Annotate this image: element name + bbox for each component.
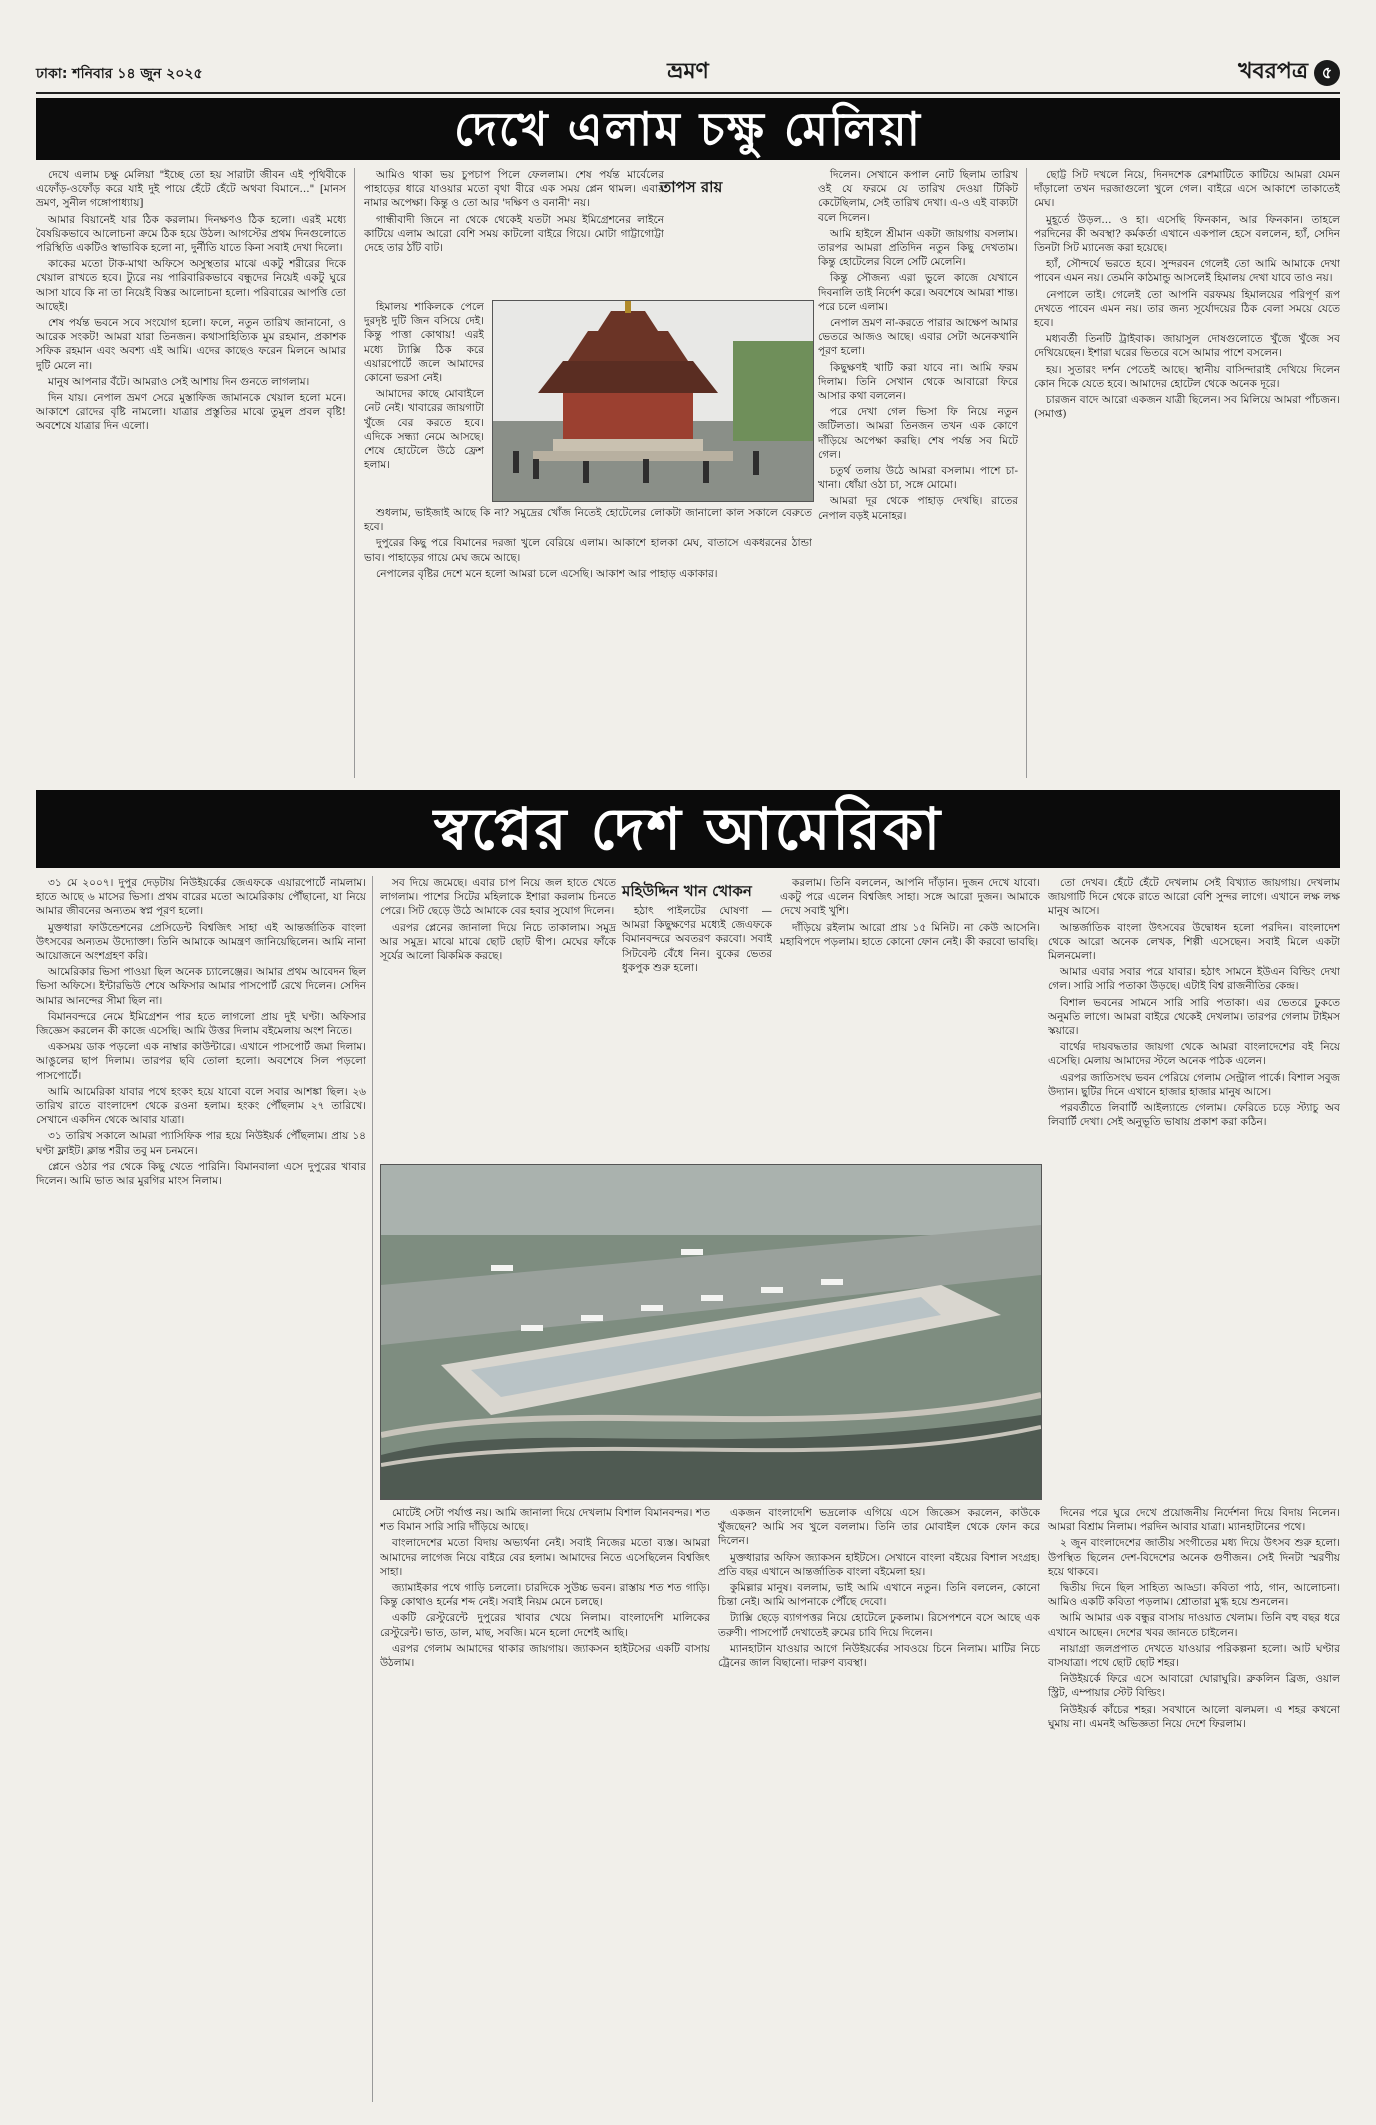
article1-column-3: [818, 168, 1018, 778]
paragraph: চারজন বাদে আরো একজন যাত্রী ছিলেন। সব মিলিয়ে আমরা পাঁচজন। (সমাপ্ত): [1034, 394, 1340, 421]
paragraph: সব দিয়ে জমেছে। এবার চাপ নিয়ে জল হাতে খেতে লাগলাম। পাশের সিটের মহিলাকে ইশারা করলাম চিনতে পেরে। সিট ছেড়ে উঠে আমাকে বের হবার সুযোগ দিলেন।: [380, 877, 616, 918]
paragraph: ছোট্ট সিট দখলে নিয়ে, দিনদশেক রেশমাটিতে কাটিয়ে আমরা যেমন দাঁড়ালো তখন দরজাগুলো খুলে গেল। বাইরে এসে আকাশে তাকাতেই মেঘ।: [1034, 169, 1340, 210]
paragraph: আমেরিকার ভিসা পাওয়া ছিল অনেক চ্যালেঞ্জের। আমার প্রথম আবেদন ছিল ভিসা অফিসে। ইন্টারভিউ শেষে অফিসার আমার পাসপোর্ট রেখে দিলেন। সেদিন আমার আনন্দের সীমা ছিল না।: [36, 966, 366, 1007]
airport-photo: [380, 1164, 1042, 1500]
paragraph: দাঁড়িয়ে রইলাম আরো প্রায় ১৫ মিনিট। না কেউ আসেনি। মহাবিপদে পড়লাম। হাতে কোনো ফোন নেই। কী করবো ভাবছি।: [780, 921, 1040, 948]
paragraph: কাকের মতো টাক-মাথা অফিসে অসুস্থতার মাঝে একটু শরীরের দিকে খেয়াল রাখতে হবে। ট্যুরে নয় পারিবারিকভাবে বন্ধুদের নিয়েই একটু ঘুরে আসা যাবে কি না তা নিয়েই বিস্তর আলোচনা হলো। পরিবারের আপত্তি তো আছেই।: [36, 258, 346, 313]
airport-illustration: [381, 1165, 1041, 1499]
paragraph: নেপাল ভ্রমণ না-করতে পারার আক্ষেপ আমার ভেতরে আজও আছে। এবার সেটা অনেকখানি পূরণ হলো।: [818, 317, 1018, 358]
header-rule: [36, 92, 1340, 94]
paragraph: কুমিল্লার মানুষ। বললাম, ভাই আমি এখানে নতুন। তিনি বললেন, কোনো চিন্তা নেই। আমি আপনাকে পৌঁছে দেবো।: [718, 1582, 1040, 1609]
article1-title: দেখে এলাম চক্ষু মেলিয়া: [36, 98, 1340, 160]
article2-column-1: [36, 876, 366, 2102]
paragraph: দিন যায়। নেপাল ভ্রমণ সেরে মুস্তাফিজ জামানকে খেয়াল হলো মনে। আকাশে রোদের বৃষ্টি নামলো। যাত্রার প্রস্তুতির মাঝে তুমুল প্রবল বৃষ্টি! অবশেষে যাত্রার দিন এলো।: [36, 392, 346, 433]
paragraph: এরপর গেলাম আমাদের থাকার জায়গায়। জ্যাকসন হাইটসের একটি বাসায় উঠলাম।: [380, 1642, 710, 1670]
paragraph: বার্থের দায়বদ্ধতার জায়গা থেকে আমরা বাংলাদেশের বই নিয়ে এসেছি। মেলায় আমাদের স্টলে অনেক পাঠক এলেন।: [1048, 1041, 1340, 1068]
paragraph: মুক্তধারা ফাউন্ডেশনের প্রেসিডেন্ট বিশ্বজিৎ সাহা এই আন্তর্জাতিক বাংলা উৎসবের অন্যতম উদ্যোক্তা। তিনি আমাকে আমন্ত্রণ জানিয়েছিলেন। আমি নানা আয়োজনে অংশগ্রহণ করি।: [36, 921, 366, 963]
article1-column-2b: [364, 300, 484, 500]
paragraph: আমি হাইলে শ্রীমান একটা জায়গায় বসলাম। তারপর আমরা প্রতিদিন নতুন কিছু দেখতাম। কিন্তু হোটেলের বিলে সেটি মেলেনি।: [818, 227, 1018, 269]
paragraph: ম্যানহাটান যাওয়ার আগে নিউইয়র্কের সাবওয়ে চিনে নিলাম। মাটির নিচে ট্রেনের জাল বিছানো। দারুণ ব্যবস্থা।: [718, 1642, 1040, 1670]
article1-column-2c: [364, 506, 812, 778]
paragraph: দেখে এলাম চক্ষু মেলিয়া "ইচ্ছে তো হয় সারাটা জীবন এই পৃথিবীকে এফোঁড়-ওফোঁড় করে যাই দুই পায়ে হেঁটে হেঁটে অথবা বিমানে..." [মানস ভ্রমণ, সুনীল গঙ্গোপাধ্যায়]: [36, 169, 346, 210]
paragraph: হ্যাঁ, সৌন্দর্যে ভরতে হবে। সুন্দরবন গেলেই তো আমি আমাকে দেখা পাবেন এমন নয়। তেমনি কাঠমান্ডু আসলেই হিমালয় দেখা যাবে তাও নয়।: [1034, 258, 1340, 285]
column-divider: [1026, 168, 1027, 778]
paragraph: আমরা দূর থেকে পাহাড় দেখছি। রাতের নেপাল বড়ই মনোহর।: [818, 495, 1018, 522]
paragraph: একজন বাংলাদেশি ভদ্রলোক এগিয়ে এসে জিজ্ঞেস করলেন, কাউকে খুঁজছেন? আমি সব খুলে বললাম। তিনি তার মোবাইল থেকে ফোন করে দিলেন।: [718, 1507, 1040, 1548]
paragraph: আমিও থাকা ভয় চুপচাপ পিলে ফেললাম। শেষ পর্যন্ত মার্বেলের পাহাড়ের ধারে যাওয়ার মতো বৃথা বীরে এক সময় প্লেন থামল। এবার নামার অপেক্ষা। কিন্তু ও তো আর 'দক্ষিণ ও বনানী' নয়।: [364, 169, 664, 210]
paragraph: করলাম। তিনি বললেন, আপনি দাঁড়ান। দুজন দেখে যাবো। একটু পরে এলেন বিশ্বজিৎ সাহা। সঙ্গে আরো দুজন। আমাকে দেখে সবাই খুশি।: [780, 877, 1040, 918]
article2-column-4: [1048, 876, 1340, 1496]
paragraph: দিলেন। সেখানে কপাল নোট ছিলাম তারিখ ওই যে ফরমে যে তারিখ দেওয়া টিকিট কেটেছিলাম, সেই তারিখ দেখা। এ-ও এই বাক্যটা বলে দিলেন।: [818, 169, 1018, 224]
paragraph: দিনের পরে ঘুরে দেখে প্রয়োজনীয় নির্দেশনা দিয়ে বিদায় নিলেন। আমরা বিশ্রাম নিলাম। পরদিন আবার যাত্রা। ম্যানহাটানের পথে।: [1048, 1507, 1340, 1534]
paragraph: ২ জুন বাংলাদেশের জাতীয় সংগীতের মধ্য দিয়ে উৎসব শুরু হলো। উপস্থিত ছিলেন দেশ-বিদেশের অনেক গুণীজন। সেই দিনটা স্মরণীয় হয়ে থাকবে।: [1048, 1537, 1340, 1578]
paragraph: দ্বিতীয় দিনে ছিল সাহিত্য আড্ডা। কবিতা পাঠ, গান, আলোচনা। আমিও একটি কবিতা পড়লাম। শ্রোতারা মুগ্ধ হয়ে শুনলেন।: [1048, 1582, 1340, 1609]
column-divider: [372, 876, 373, 2102]
article1-column-2a: [364, 168, 664, 296]
paragraph: কিন্তু সৌজন্য এরা ভুলে কাজে যেখানে দিবনালি তাই নির্দেশ করে। অবশেষে আমরা শান্ত। পরে চলে এলাম।: [818, 272, 1018, 313]
paragraph: মোটেই সেটা পর্যাপ্ত নয়। আমি জানালা দিয়ে দেখলাম বিশাল বিমানবন্দর। শত শত বিমান সারি সারি দাঁড়িয়ে আছে।: [380, 1507, 710, 1534]
article2-column-2a: [380, 876, 616, 1156]
paragraph: শেষ পর্যন্ত ভবনে সবে সংযোগ হলো। ফলে, নতুন তারিখ জানানো, ও আরেক সংকট! আমরা যারা তিনজন। কথাসাহিত্যিক মুম রহমান, প্রকাশক সফিক রহমান এবং অবশ্য এই আমি। এদের কাছেও ফরেন মিলনে আমার দুটি মেলে না।: [36, 317, 346, 372]
paragraph: বিমানবন্দরে নেমে ইমিগ্রেশন পার হতে লাগলো প্রায় দুই ঘণ্টা। অফিসার জিজ্ঞেস করলেন কী কাজে এসেছি। আমি উত্তর দিলাম বইমেলায় অংশ নিতে।: [36, 1010, 366, 1038]
temple-illustration: [493, 301, 813, 501]
paragraph: কিছুক্ষণই খাটি করা যাবে না। আমি ফরম দিলাম। তিনি সেখান থেকে আবারো ফিরে আসার কথা বললেন।: [818, 361, 1018, 403]
section-title: ভ্রমণ: [667, 58, 709, 84]
paragraph: প্লেনে ওঠার পর থেকে কিছু খেতে পারিনি। বিমানবালা এসে দুপুরের খাবার দিলেন। আমি ভাত আর মুরগির মাংস নিলাম।: [36, 1160, 366, 1188]
paragraph: আমার এবার সবার পরে যাবার। হঠাৎ সামনে ইউএন বিল্ডিং দেখা গেল। সারি সারি পতাকা উড়ছে। এটাই বিশ্ব রাজনীতির কেন্দ্র।: [1048, 966, 1340, 993]
article1-column-1: [36, 168, 346, 778]
article2-byline: মহিউদ্দিন খান খোকন: [622, 882, 752, 900]
paragraph: চতুর্থ তলায় উঠে আমরা বসলাম। পাশে চা-খানা। ধোঁয়া ওঠা চা, সঙ্গে মোমো।: [818, 465, 1018, 492]
article1-column-4: [1034, 168, 1340, 778]
paragraph: ৩১ তারিখ সকালে আমরা প্যাসিফিক পার হয়ে নিউইয়র্ক পৌঁছলাম। প্রায় ১৪ ঘণ্টা ফ্লাইট। ক্লান্ত শরীর তবু মন চনমনে।: [36, 1130, 366, 1157]
paragraph: নেপালে তাই। গেলেই তো আপনি বরফময় হিমালয়ের পরিপূর্ণ রূপ দেখতে পাবেন এমন নয়। তার জন্য সূর্যোদয়ের ঠিক বেলা সময়ে যেতে হবে।: [1034, 288, 1340, 330]
paragraph: মধ্যবর্তী তিনটি ট্রাইবাক। জায়াসুল দোষগুলোতে খুঁজে খুঁজে সব দেখিয়েছেন। ইশারা ঘরের ভিতরে বসে আমার পাশে বসলেন।: [1034, 333, 1340, 360]
paragraph: ট্যাক্সি ছেড়ে ব্যাগপত্তর নিয়ে হোটেলে ঢুকলাম। রিসেপশনে বসে আছে এক তরুণী। পাসপোর্ট দেখাতেই রুমের চাবি দিয়ে দিলেন।: [718, 1612, 1040, 1639]
paragraph: দুপুরের কিছু পরে বিমানের দরজা খুলে বেরিয়ে এলাম। আকাশে হালকা মেঘ, বাতাসে একধরনের ঠান্ডা ভাব। পাহাড়ের গায়ে মেঘ জমে আছে।: [364, 537, 812, 564]
dateline: ঢাকা: শনিবার ১৪ জুন ২০২৫: [36, 66, 203, 82]
paragraph: বাংলাদেশের মতো বিদায় অভ্যর্থনা নেই। সবাই নিজের মতো ব্যস্ত। আমরা আমাদের লাগেজ নিয়ে বাইরে বের হলাম। আমাদের নিতে এসেছিলেন বিশ্বজিৎ সাহা।: [380, 1537, 710, 1578]
paragraph: নায়াগ্রা জলপ্রপাত দেখতে যাওয়ার পরিকল্পনা হলো। আট ঘণ্টার বাসযাত্রা। পথে ছোট ছোট শহর।: [1048, 1642, 1340, 1670]
paragraph: গান্ধীবাদী জিনে না থেকে থেকেই যতটা সময় ইমিগ্রেশনের লাইনে কাটিয়ে এলাম আরো বেশি সময় কাটলো বাইরে গিয়ে। মোটা গাট্টাগোট্টা দেহে তার ঠাঁট বাট।: [364, 213, 664, 255]
paragraph: নিউইয়র্কে ফিরে এসে আবারো ঘোরাঘুরি। ব্রুকলিন ব্রিজ, ওয়াল স্ট্রিট, এম্পায়ার স্টেট বিল্ডিং।: [1048, 1673, 1340, 1700]
paragraph: মুহূর্তে উড়ল... ও হা। এসেছি ফিনকান, আর ফিনকান। তাহলে পরদিনের কী অবস্থা? কর্মকর্তা এখানে একপাল হেসে বললেন, হ্যাঁ, সেদিন তিনটা সিট ম্যানেজ করা হয়েছে।: [1034, 213, 1340, 255]
paragraph: ৩১ মে ২০০৭। দুপুর দেড়টায় নিউইয়র্কের জেএফকে এয়ারপোর্টে নামলাম। হাতে আছে ৬ মাসের ভিসা। প্রথম বারের মতো আমেরিকায় পৌঁছানো, যা নিয়ে আমার জীবনের অন্যতম স্বপ্ন পূরণ হলো।: [36, 877, 366, 918]
paragraph: একটি রেস্টুরেন্টে দুপুরের খাবার খেয়ে নিলাম। বাংলাদেশি মালিকের রেস্টুরেন্ট। ভাত, ডাল, মাছ, সবজি। মনে হলো দেশেই আছি।: [380, 1612, 710, 1639]
paragraph: আন্তর্জাতিক বাংলা উৎসবের উদ্বোধন হলো পরদিন। বাংলাদেশ থেকে আরো অনেক লেখক, শিল্পী এসেছেন। সবাই মিলে একটা মিলনমেলা।: [1048, 921, 1340, 963]
article2-column-3b: [718, 1506, 1040, 2102]
paragraph: এরপর জাতিসংঘ ভবন পেরিয়ে গেলাম সেন্ট্রাল পার্কে। বিশাল সবুজ উদ্যান। ছুটির দিনে এখানে হাজার হাজার মানুষ আসে।: [1048, 1071, 1340, 1098]
article1-byline: তাপস রায়: [660, 178, 723, 196]
paragraph: মুক্তধারার অফিস জ্যাকসন হাইটসে। সেখানে বাংলা বইয়ের বিশাল সংগ্রহ। প্রতি বছর এখানে আন্তর্জাতিক বাংলা বইমেলা হয়।: [718, 1551, 1040, 1578]
paragraph: একসময় ডাক পড়লো এক নাম্বার কাউন্টারে। এখানে পাসপোর্ট জমা দিলাম। আঙুলের ছাপ দিলাম। তারপর ছবি তোলা হলো। অবশেষে সিল পড়লো পাসপোর্টে।: [36, 1041, 366, 1082]
article2-title: স্বপ্নের দেশ আমেরিকা: [36, 790, 1340, 868]
article2-column-3a: [780, 876, 1040, 1156]
paragraph: নিউইয়র্ক কাঁচের শহর। সবখানে আলো ঝলমল। এ শহর কখনো ঘুমায় না। এমনই অভিজ্ঞতা নিয়ে দেশে ফিরলাম।: [1048, 1703, 1340, 1730]
paragraph: জ্যামাইকার পথে গাড়ি চললো। চারদিকে সুউচ্চ ভবন। রাস্তায় শত শত গাড়ি। কিন্তু কোথাও হর্নের শব্দ নেই। সবাই নিয়ম মেনে চলছে।: [380, 1582, 710, 1609]
paragraph: তো দেখব। হেঁটে হেঁটে দেখলাম সেই বিখ্যাত জায়গায়। দেখলাম জায়গাটি দিনে থেকে রাতে আরো বেশি সুন্দর লাগে। এখানে লক্ষ লক্ষ মানুষ আসে।: [1048, 877, 1340, 918]
paragraph: মানুষ আপনার বঁটে। আমরাও সেই আশায় দিন গুনতে লাগলাম।: [48, 375, 310, 388]
paragraph: পরবর্তীতে লিবার্টি আইল্যান্ডে গেলাম। ফেরিতে চড়ে স্ট্যাচু অব লিবার্টি দেখা। সেই অনুভূতি ভাষায় প্রকাশ করা কঠিন।: [1048, 1102, 1340, 1129]
paragraph: নেপালের বৃষ্টির দেশে মনে হলো আমরা চলে এসেছি। আকাশ আর পাহাড় একাকার।: [376, 567, 718, 580]
paragraph: পরে দেখা গেল ভিসা ফি নিয়ে নতুন জটিলতা। আমরা তিনজন তখন এক কোণে দাঁড়িয়ে অপেক্ষা করছি। শেষ পর্যন্ত সব মিটে গেল।: [818, 406, 1018, 461]
paragraph: হঠাৎ পাইলটের ঘোষণা — আমরা কিছুক্ষণের মধ্যেই জেএফকে বিমানবন্দরে অবতরণ করবো। সবাই সিটবেল্ট বেঁধে নিন। বুকের ভেতর ধুকপুক শুরু হলো।: [622, 905, 772, 974]
column-divider: [354, 168, 355, 778]
paragraph: আমাদের কাছে মোবাইলে নেট নেই। খাবারের জায়গাটা খুঁজে বের করতে হবে। এদিকে সন্ধ্যা নেমে আসছে। শেষে হোটেলে উঠে ফ্রেশ হলাম।: [364, 388, 484, 472]
article2-column-2c: [380, 1506, 710, 2102]
article2-column-5: [1048, 1506, 1340, 2102]
masthead: [1238, 54, 1340, 91]
temple-photo: [492, 300, 814, 502]
paragraph: বিশাল ভবনের সামনে সারি সারি পতাকা। এর ভেতরে ঢুকতে অনুমতি লাগে। আমরা বাইরে থেকেই দেখলাম। তারপর গেলাম টাইমস স্কয়ারে।: [1048, 996, 1340, 1038]
paragraph: আমি আমার এক বন্ধুর বাসায় দাওয়াত খেলাম। তিনি বহু বছর ধরে এখানে আছেন। দেশের খবর জানতে চাইলেন।: [1048, 1612, 1340, 1639]
paragraph: হিমালয় শাকিলকে পেলে দুরদৃষ্ট দুটি জিন বসিয়ে দেই। কিন্তু পাত্তা কোথায়! এরই মধ্যে ট্যাক্সি ঠিক করে এয়ারপোর্টে জলে আমাদের কোনো ভরসা নেই।: [364, 301, 484, 385]
paragraph: শুধলাম, ভাইজাই আছে কি না? সমুদ্রের খোঁজ নিতেই হোটেলের লোকটা জানালো কাল সকালে বেরুতে হবে।: [364, 507, 812, 534]
paragraph: এরপর প্লেনের জানালা দিয়ে নিচে তাকালাম। সমুদ্র আর সমুদ্র। মাঝে মাঝে ছোট ছোট দ্বীপ। মেঘের ফাঁকে সূর্যের আলো ঝিকমিক করছে।: [380, 921, 616, 963]
paragraph: আমার বিয়ানেই যার ঠিক করলাম। দিনক্ষণও ঠিক হলো। এরই মধ্যে বৈষয়িকভাবে আলোচনা ক্রমে ঠিক হয়ে উঠল। আগস্টের প্রথম দিনগুলোতে পরিস্থিতি একটিও স্বাভাবিক হলো না, দুর্নীতি যাতে কিনা সবাই দেখা দিলো।: [36, 213, 346, 255]
masthead-title: খবরপত্র: [1238, 59, 1308, 84]
page-header: [36, 54, 1340, 94]
page-number: ৫: [1314, 60, 1340, 86]
paragraph: হয়। সুতারং দর্শন পেতেই আছে। স্থানীয় বাসিন্দারাই দেখিয়ে দিলেন কোন দিকে যেতে হবে। আমাদের হোটেল থেকে অনেক দূরে।: [1034, 363, 1340, 390]
paragraph: আমি আমেরিকা যাবার পথে হংকং হয়ে যাবো বলে সবার আশঙ্কা ছিল। ২৬ তারিখ রাতে বাংলাদেশ থেকে রওনা হলাম। হংকং পৌঁছলাম ২৭ তারিখে। সেখানে একদিন থেকে আবার যাত্রা।: [36, 1085, 366, 1127]
article2-column-2b: [622, 904, 772, 1156]
